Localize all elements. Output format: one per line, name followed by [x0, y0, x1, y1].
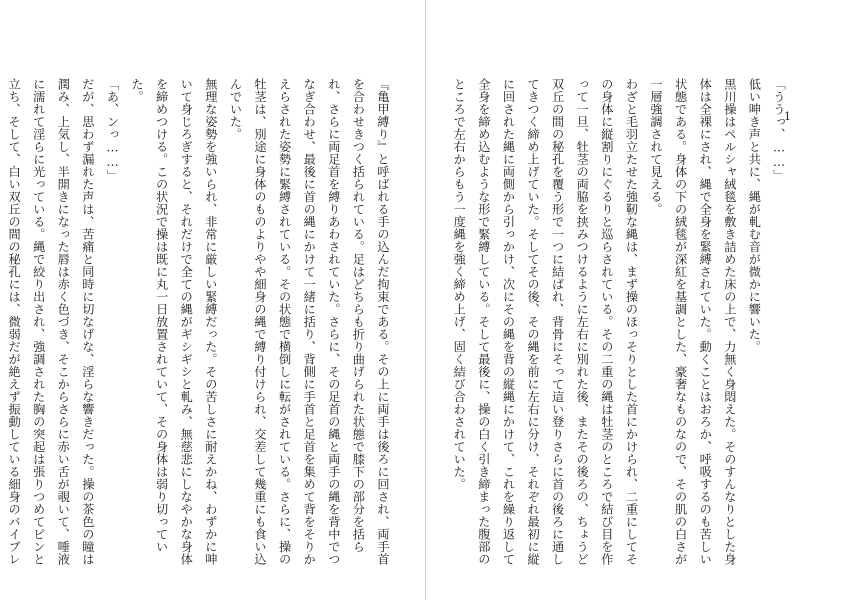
- page-number: 1: [784, 110, 791, 123]
- paragraph: 「あ、ンっ……」: [105, 78, 120, 182]
- left-page-text: [7, 78, 395, 570]
- paragraph: 黒川操はペルシャ絨毯を敷き詰めた床の上で、力無く身悶えた。そのすんなりとした身体は全裸にされ、縄で全身を緊縛されていた。動くことはおろか、呼吸するのも苦しい状態である。身体の下の絨毯が深紅を基調とした、豪奢なものなので、その肌の白さが一層強調されて見える。: [649, 78, 737, 566]
- paragraph: 低い呻き声と共に、縄が軋む音が微かに響いた。: [747, 78, 762, 353]
- paragraph: 無理な姿勢を強いられ、非常に厳しい緊縛だった。その苦しさに耐えかね、わずかに呻いて身じろぎすると、それだけで全ての縄がギシギシと軋み、無慈悲にしなやかな身体を締めつける。この状況で操は既に丸一日放置されていて、その身体は弱り切っていた。: [130, 78, 218, 566]
- paragraph: 「ううっ、……」: [772, 78, 786, 182]
- paragraph: わざと毛羽立たせた強靭な縄は、まず操のほっそりとした首にかけられ、二重にしてその身体に縦割りにぐるりと巡らされている。その二重の縄は牡茎のところで結び目を作って一旦、牡茎の両脇を挟みつけるように左右に別れた後、またその後ろの、ちょうど双丘の間の秘孔を覆う形で一つに結ばれ、背骨にそって這い登りさらに首の後ろに通してきつく締め上げていた。そしてその後、その縄を前に左右に分け、それぞれ最初に縦に回された縄に両側から引っかけ、次にその縄を背の縦縄にかけて、これを繰り返して全身を締め込むような形で緊縛している。そして最後に、操の白く引き締まった腹部のところで左右からもう一度縄を強く締め上げ、固く結び合わされていた。: [452, 78, 639, 566]
- left-page: [0, 0, 425, 600]
- right-page-text: [452, 78, 791, 570]
- right-page: [426, 0, 851, 600]
- paragraph: 『亀甲縛り』と呼ばれる手の込んだ拘束である。その上に両手は後ろに回され、両手首を合わせきつく括られている。足はどちらも折り曲げられた状態で膝下の部分を括られ、さらに両足首を縛りあわされていた。さらに、その足首の縄と両手の縄を背中でつなぎ合わせ、最後に首の縄にかけて一緒に括り、背側に手首と足首を集めて背をそりかえらされた姿勢に緊縛されている。その状態で横倒しに転がされている。さらに、操の牡茎は、別途に身体のものよりやや細身の縄で縛り付けられ、交差して幾重にも食い込んでいた。: [228, 78, 390, 566]
- paragraph: だが、思わず漏れた声は、苦痛と同時に切なげな、淫らな響きだった。操の茶色の瞳は潤み、上気し、半開きになった唇は赤く色づき、そこからさらに赤い舌が覗いて、唾液に濡れて淫らに光っている。縄で絞り出され、強調された胸の突起は張りつめてピンと立ち、そして、白い双丘の間の秘孔には、微弱だが絶えず振動している細身のバイブレ: [7, 78, 95, 566]
